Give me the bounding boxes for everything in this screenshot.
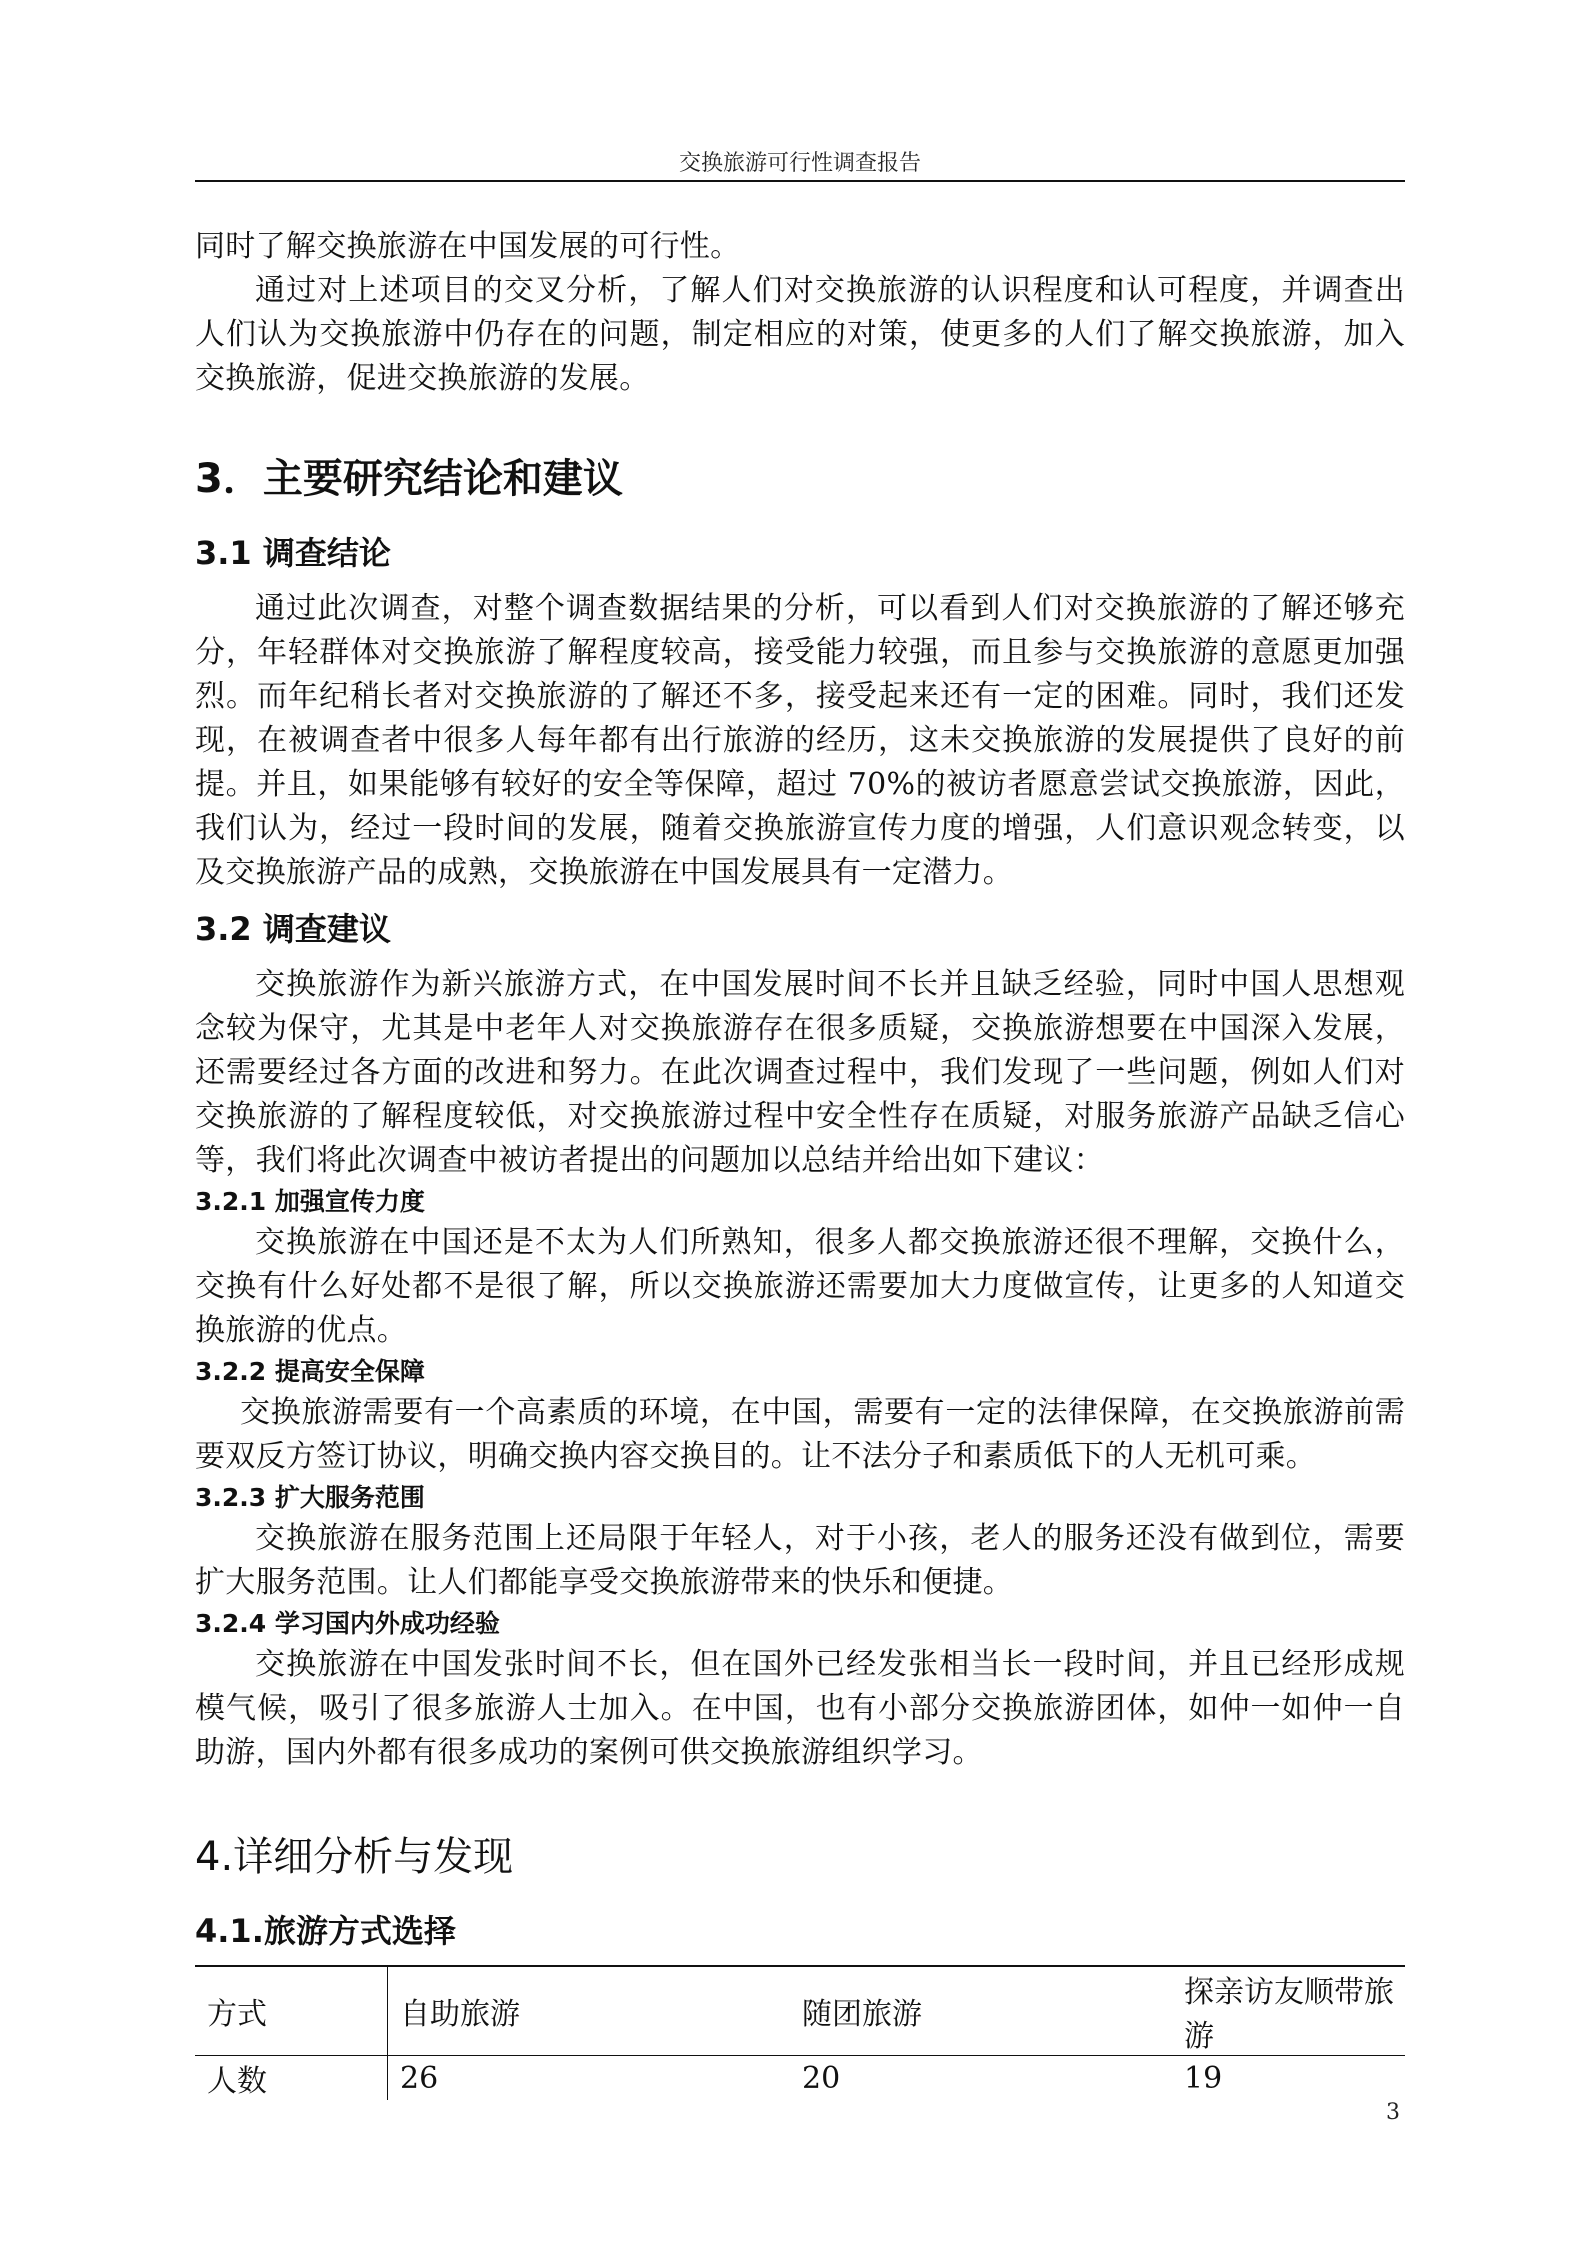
running-header: 交换旅游可行性调查报告 xyxy=(678,151,921,176)
intro-paragraph-1: 同时了解交换旅游在中国发展的可行性。 xyxy=(195,229,741,264)
section-3-2-4-paragraph: 交换旅游在中国发张时间不长，但在国外已经发张相当长一段时间，并且已经形成规模气候，吸引了很多旅游人士加入。在中国，也有小部分交换旅游团体，如仲一如仲一自助游，国内外都有很多成功的案例可供交换旅游组织学习。 xyxy=(195,1647,1405,1770)
section-4-1-heading: 4.1.旅游方式选择 xyxy=(195,1912,456,1950)
section-3-2-heading: 3.2 调查建议 xyxy=(195,910,391,948)
table-row xyxy=(195,2056,1405,2101)
header-rule xyxy=(195,180,1405,182)
table-cell: 26 xyxy=(400,2060,439,2096)
section-3-2-1-heading: 3.2.1 加强宣传力度 xyxy=(195,1187,425,1216)
table-header-cell: 随团旅游 xyxy=(790,1966,1172,2056)
section-3-2-paragraph: 交换旅游作为新兴旅游方式，在中国发展时间不长并且缺乏经验，同时中国人思想观念较为保守，尤其是中老年人对交换旅游存在很多质疑，交换旅游想要在中国深入发展，还需要经过各方面的改进和努力。在此次调查过程中，我们发现了一些问题，例如人们对交换旅游的了解程度较低，对交换旅游过程中安全性存在质疑，对服务旅游产品缺乏信心等，我们将此次调查中被访者提出的问题加以总结并给出如下建议： xyxy=(195,967,1405,1178)
page-number: 3 xyxy=(1386,2100,1400,2125)
section-3-1-heading: 3.1 调查结论 xyxy=(195,534,391,572)
table-header-row xyxy=(195,1966,1405,2056)
section-3-2-4-heading: 3.2.4 学习国内外成功经验 xyxy=(195,1609,500,1638)
table-cell: 19 xyxy=(1184,2060,1223,2096)
table-cell: 20 xyxy=(802,2060,841,2096)
section-3-2-3-paragraph: 交换旅游在服务范围上还局限于年轻人，对于小孩，老人的服务还没有做到位，需要扩大服务范围。让人们都能享受交换旅游带来的快乐和便捷。 xyxy=(195,1521,1405,1600)
section-3-2-2-paragraph: 交换旅游需要有一个高素质的环境，在中国，需要有一定的法律保障，在交换旅游前需要双反方签订协议，明确交换内容交换目的。让不法分子和素质低下的人无机可乘。 xyxy=(195,1395,1405,1474)
intro-paragraph-2: 通过对上述项目的交叉分析，了解人们对交换旅游的认识程度和认可程度，并调查出人们认为交换旅游中仍存在的问题，制定相应的对策，使更多的人们了解交换旅游，加入交换旅游，促进交换旅游的发展。 xyxy=(195,273,1405,396)
table-cell: 人数 xyxy=(195,2056,388,2101)
section-3-2-2-heading: 3.2.2 提高安全保障 xyxy=(195,1357,425,1386)
table-header-cell: 方式 xyxy=(195,1966,388,2056)
section-3-heading: 3．主要研究结论和建议 xyxy=(195,456,623,502)
section-3-2-1-paragraph: 交换旅游在中国还是不太为人们所熟知，很多人都交换旅游还很不理解，交换什么，交换有什么好处都不是很了解，所以交换旅游还需要加大力度做宣传，让更多的人知道交换旅游的优点。 xyxy=(195,1225,1405,1348)
table-header-cell: 探亲访友顺带旅游 xyxy=(1172,1966,1405,2056)
table-header-cell: 自助旅游 xyxy=(388,1966,791,2056)
section-4-heading: 4.详细分析与发现 xyxy=(195,1834,514,1880)
travel-mode-table xyxy=(195,1965,1405,2100)
section-3-2-3-heading: 3.2.3 扩大服务范围 xyxy=(195,1483,425,1512)
page-content xyxy=(195,225,1405,2100)
section-3-1-paragraph: 通过此次调查，对整个调查数据结果的分析，可以看到人们对交换旅游的了解还够充分，年轻群体对交换旅游了解程度较高，接受能力较强，而且参与交换旅游的意愿更加强烈。而年纪稍长者对交换旅游的了解还不多，接受起来还有一定的困难。同时，我们还发现，在被调查者中很多人每年都有出行旅游的经历，这未交换旅游的发展提供了良好的前提。并且，如果能够有较好的安全等保障，超过 70%的被访者愿意尝试交换旅游，因此，我们认为，经过一段时间的发展，随着交换旅游宣传力度的增强，人们意识观念转变，以及交换旅游产品的成熟，交换旅游在中国发展具有一定潜力。 xyxy=(195,591,1405,890)
